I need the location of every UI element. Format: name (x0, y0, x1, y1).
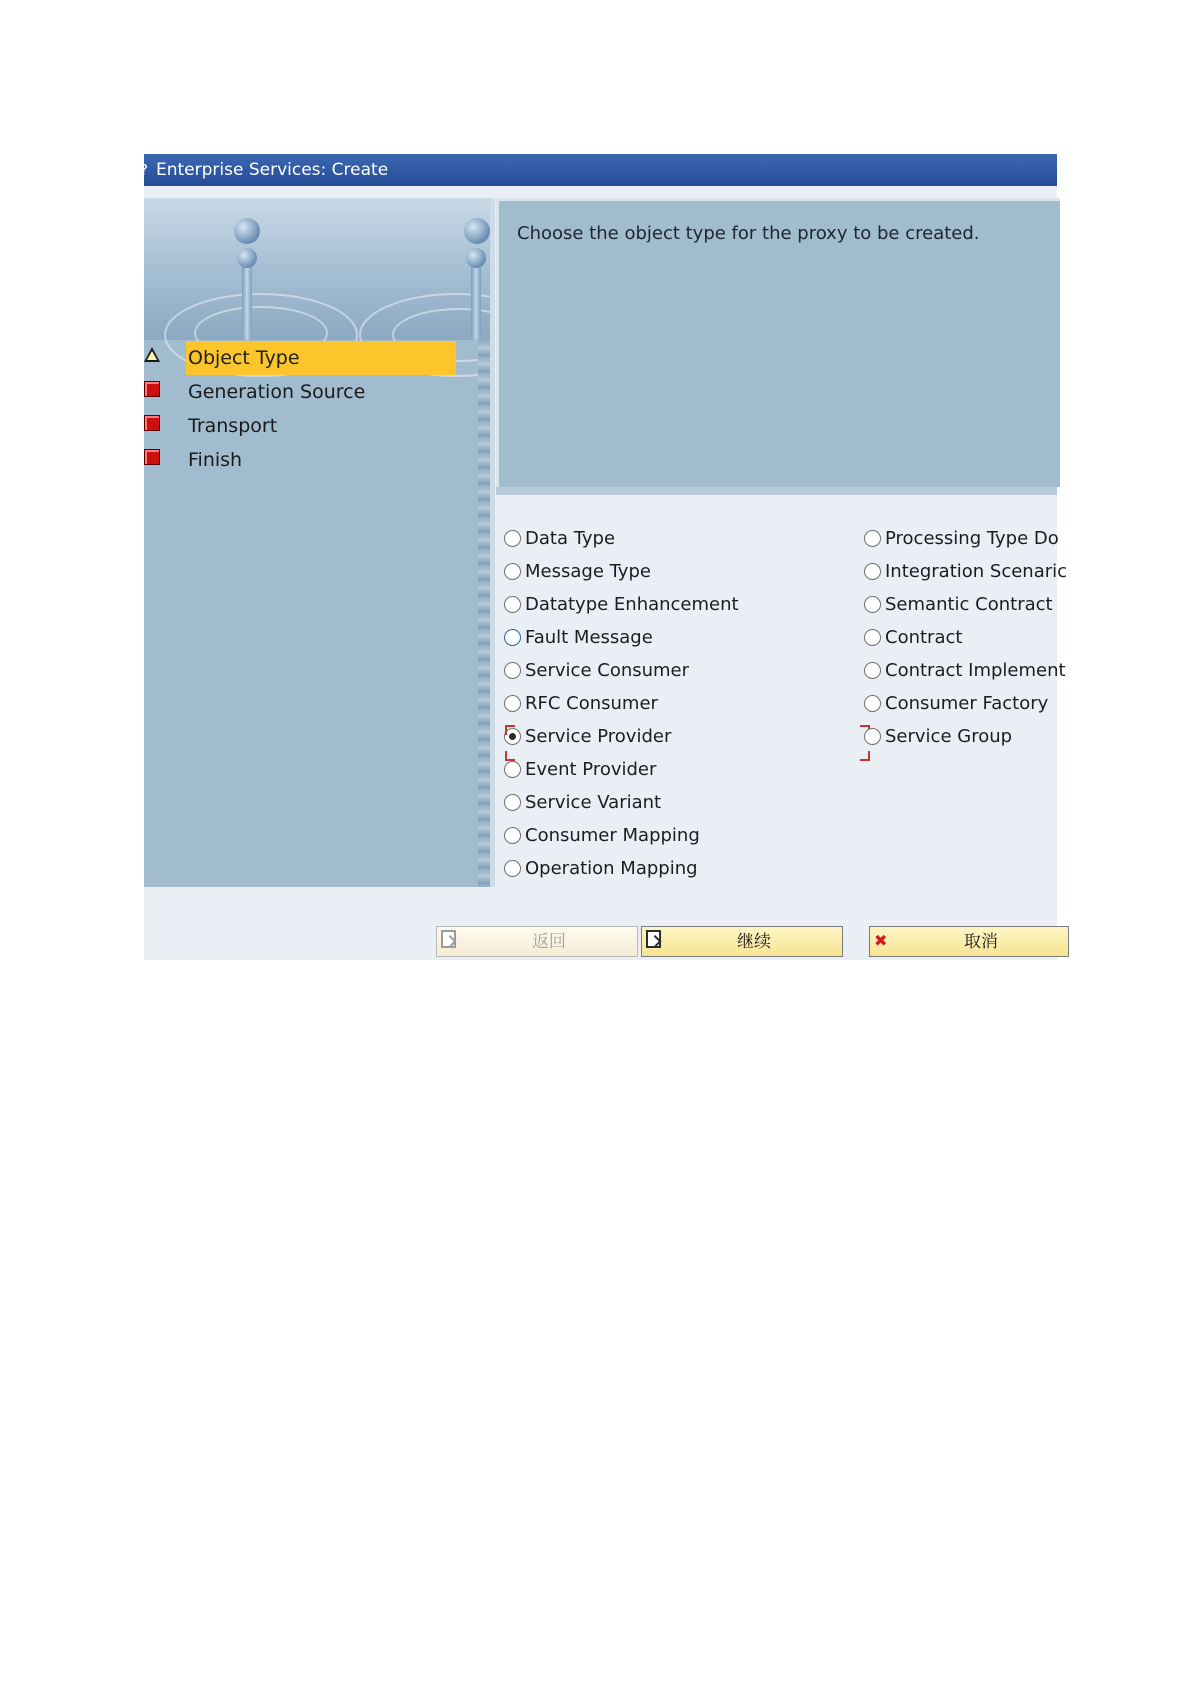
option-label: Semantic Contract (885, 594, 1053, 615)
focus-bracket-bottom-left (505, 751, 515, 761)
radio-button[interactable] (504, 860, 521, 877)
option-label: Service Consumer (525, 660, 690, 681)
option-label: Processing Type Do (885, 528, 1059, 549)
radio-button[interactable] (864, 695, 881, 712)
radio-button[interactable] (864, 728, 881, 745)
option-label: Operation Mapping (525, 858, 698, 879)
step-label: Transport (188, 415, 278, 437)
dialog-icon: ? (140, 161, 148, 179)
window-title: Enterprise Services: Create (156, 160, 389, 180)
radio-button[interactable] (864, 563, 881, 580)
error-square-icon (144, 415, 160, 431)
radio-button[interactable] (504, 563, 521, 580)
radio-button[interactable] (864, 629, 881, 646)
option-label: Fault Message (525, 627, 653, 648)
option-label: Integration Scenaric (885, 561, 1068, 582)
back-button-label: 返回 (532, 932, 566, 952)
continue-button[interactable] (641, 926, 843, 957)
error-square-icon (144, 381, 160, 397)
option-label: Consumer Mapping (525, 825, 700, 846)
dialog-footer (144, 887, 1057, 960)
option-label: Service Provider (525, 726, 672, 747)
radio-button[interactable] (504, 794, 521, 811)
back-button[interactable] (436, 926, 638, 957)
option-label: Event Provider (525, 759, 657, 780)
cancel-button-label: 取消 (964, 932, 998, 952)
radio-button[interactable] (864, 596, 881, 613)
step-label: Generation Source (188, 381, 366, 403)
radio-button[interactable] (504, 827, 521, 844)
title-bar (140, 154, 1057, 186)
radio-button[interactable] (864, 662, 881, 679)
wizard-dialog (140, 154, 1068, 960)
radio-button[interactable] (864, 530, 881, 547)
cancel-x-icon: ✖ (874, 931, 888, 950)
water-drop-banner-image (144, 198, 492, 340)
option-label: RFC Consumer (525, 693, 658, 714)
cancel-button[interactable] (869, 926, 1069, 957)
focus-bracket-top-left (505, 725, 515, 735)
option-label: Data Type (525, 528, 616, 549)
radio-button[interactable] (504, 695, 521, 712)
radio-button[interactable] (504, 629, 521, 646)
radio-button[interactable] (504, 662, 521, 679)
info-pane (496, 198, 1060, 487)
step-object-type[interactable] (144, 341, 484, 375)
radio-button[interactable] (504, 596, 521, 613)
step-transport[interactable] (144, 409, 484, 443)
option-label: Service Variant (525, 792, 662, 813)
option-label: Contract (885, 627, 963, 648)
step-generation-source[interactable] (144, 375, 484, 409)
radio-button[interactable] (504, 530, 521, 547)
step-label: Object Type (186, 341, 456, 375)
section-divider (496, 487, 1057, 495)
radio-button[interactable] (504, 761, 521, 778)
option-label: Contract Implement (885, 660, 1066, 681)
option-label: Service Group (885, 726, 1013, 747)
wizard-steps-pane (144, 198, 492, 887)
pane-divider (490, 198, 495, 890)
warning-triangle-icon (144, 347, 160, 363)
step-finish[interactable] (144, 443, 484, 477)
option-label: Message Type (525, 561, 651, 582)
continue-button-label: 继续 (737, 932, 771, 952)
option-label: Datatype Enhancement (525, 594, 739, 615)
option-label: Consumer Factory (885, 693, 1049, 714)
step-label: Finish (188, 449, 243, 471)
instruction-text: Choose the object type for the proxy to be created. (517, 223, 980, 244)
focus-bracket-bottom-right (860, 751, 870, 761)
error-square-icon (144, 449, 160, 465)
